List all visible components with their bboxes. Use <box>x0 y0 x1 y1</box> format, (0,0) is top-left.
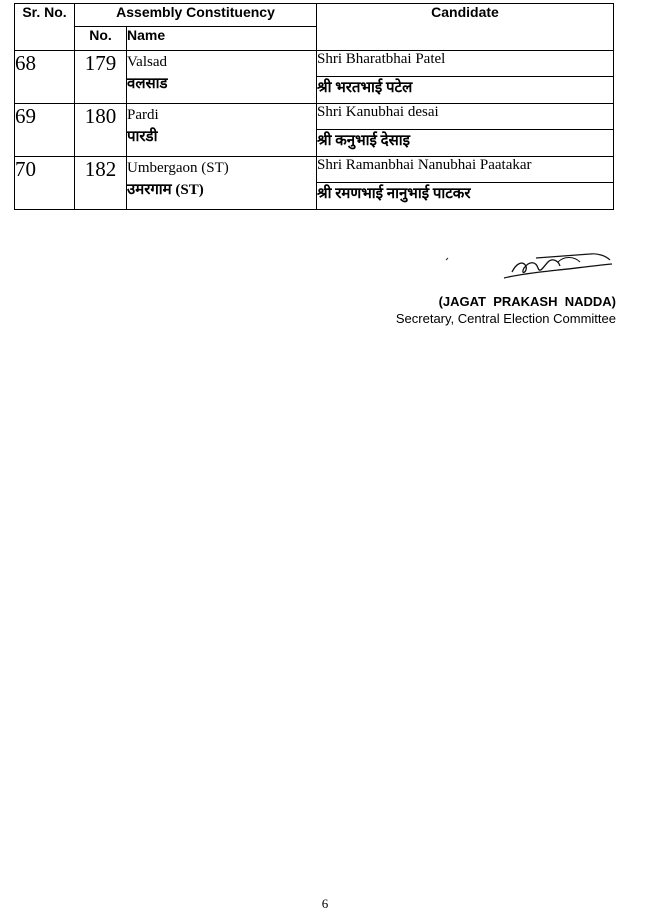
constituency-name-cell <box>127 157 317 210</box>
constituency-no-cell: 182 <box>75 157 127 210</box>
table-row <box>15 51 614 77</box>
sr-no-cell: 70 <box>15 157 75 210</box>
table-header-row <box>15 4 614 27</box>
constituency-name-hindi: वलसाड <box>127 76 168 92</box>
constituency-name-hindi: पारडी <box>127 129 158 145</box>
constituency-name-english: Pardi <box>127 107 159 123</box>
constituency-no-cell: 180 <box>75 104 127 157</box>
table-row <box>15 157 614 183</box>
header-no: No. <box>75 27 127 51</box>
candidate-name-english: Shri Ramanbhai Nanubhai Paatakar <box>317 157 614 183</box>
table-row <box>15 104 614 130</box>
constituency-name-cell <box>127 51 317 104</box>
header-sr-no: Sr. No. <box>15 4 75 51</box>
sr-no-cell: 68 <box>15 51 75 104</box>
header-candidate: Candidate <box>317 4 614 51</box>
candidate-name-english: Shri Bharatbhai Patel <box>317 51 614 77</box>
signatory-name: (JAGAT PRAKASH NADDA) <box>438 294 616 309</box>
constituency-name-hindi: उमरगाम (ST) <box>127 182 204 198</box>
candidate-name-english: Shri Kanubhai desai <box>317 104 614 130</box>
candidate-table <box>14 3 614 210</box>
constituency-name-cell <box>127 104 317 157</box>
handwritten-signature <box>440 248 620 284</box>
header-name: Name <box>127 27 317 51</box>
constituency-name-english: Valsad <box>127 54 167 70</box>
candidate-name-hindi: श्री भरतभाई पटेल <box>317 77 614 104</box>
signatory-title: Secretary, Central Election Committee <box>395 311 616 326</box>
candidate-name-hindi: श्री कनुभाई देसाइ <box>317 130 614 157</box>
constituency-name-english: Umbergaon (ST) <box>127 160 229 176</box>
constituency-no-cell: 179 <box>75 51 127 104</box>
candidate-name-hindi: श्री रमणभाई नानुभाई पाटकर <box>317 183 614 210</box>
page-number: 6 <box>321 896 329 911</box>
sr-no-cell: 69 <box>15 104 75 157</box>
header-assembly-constituency: Assembly Constituency <box>75 4 317 27</box>
